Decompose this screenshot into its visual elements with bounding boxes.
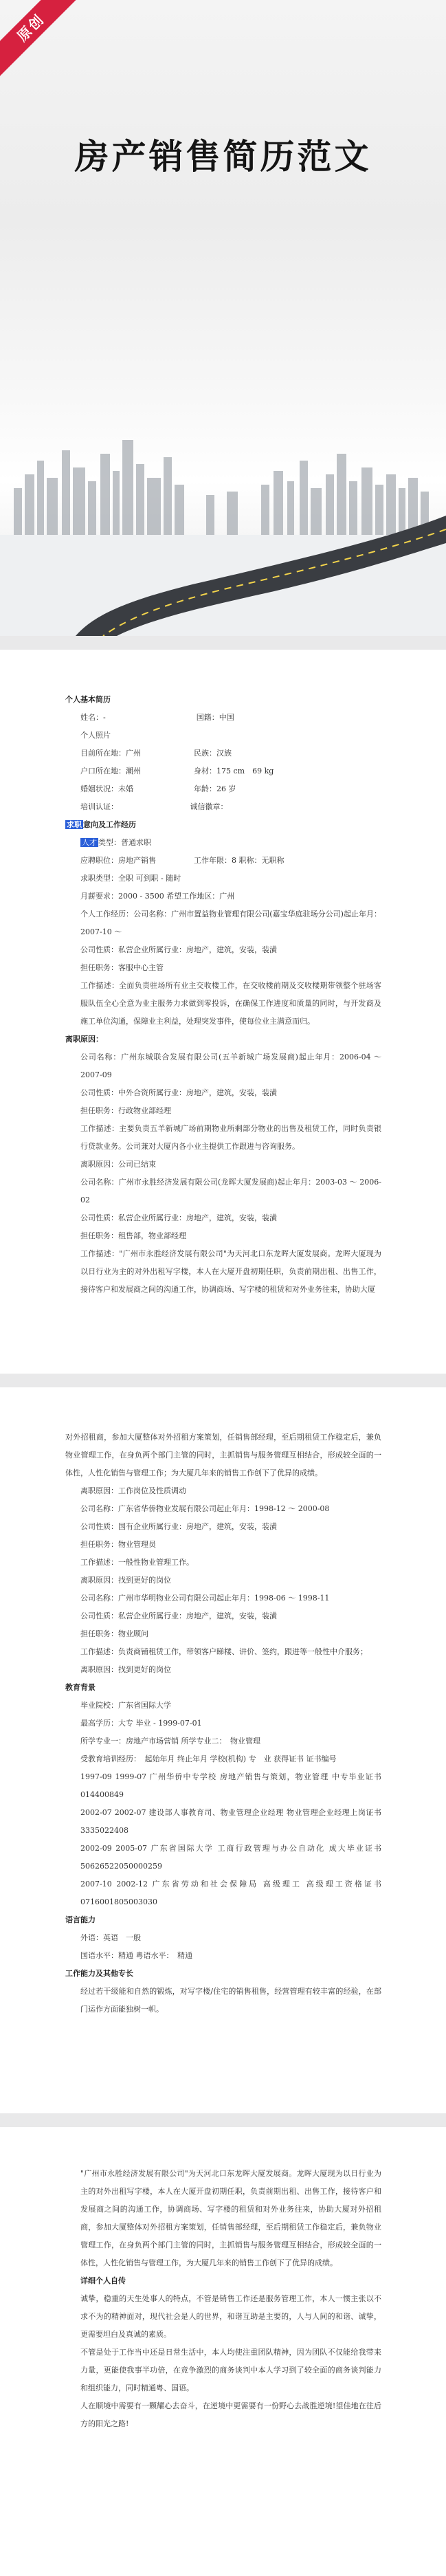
job-type-rest: 类型：普通求职 [98, 838, 151, 847]
exp-row: 公司性质：私营企业所属行业：房地产，建筑，安装，装潢 [80, 945, 277, 954]
basic-row: 姓名：- 国籍：中国 [80, 713, 234, 722]
highlight-text: 求职 [67, 820, 82, 829]
section-heading-language: 语言能力 [65, 1915, 96, 1924]
edu-row: 最高学历：大专 毕业 - 1999-07-01 [80, 1719, 202, 1728]
page2-content [65, 1429, 381, 2018]
exp-company: 公司名称：广州市华明物业公司有限公司起止年月：1998-06 ～ 1998-11 [80, 1594, 330, 1603]
section-heading-education: 教育背景 [65, 1683, 96, 1692]
basic-row: 目前所在地：广州 民族：汉族 [80, 749, 232, 758]
exp-row: 公司性质：国有企业所属行业：房地产，建筑，安装，装潢 [80, 1522, 277, 1531]
section-heading-basic: 个人基本简历 [65, 695, 111, 704]
edu-row: 受教育培训经历： 起始年月 终止年月 学校(机构) 专 业 获得证书 证书编号 [80, 1754, 337, 1763]
exp-row: 工作描述："广州市永胜经济发展有限公司"为天河北口东龙晖大厦发展商。龙晖大厦现为以日行业为主的对外出租写字楼，本人在大厦开盘初期任职，负责前期出租、出售工作，接待客户和发展商之间的沟通工作，协调商场、写字楼的租赁和对外业务往来，协助大厦 [80, 1249, 381, 1294]
page3-content [65, 2165, 381, 2433]
exp-row: 担任职务：租售部，物业部经理 [80, 1231, 186, 1240]
exp-row: 公司性质：私营企业所属行业：房地产，建筑，安装，装潢 [80, 1213, 277, 1222]
exp-row: 公司性质：中外合资所属行业：房地产，建筑，安装，装潢 [80, 1088, 277, 1097]
cover-page [0, 0, 446, 636]
exp-row: 工作描述：主要负责五羊新城广场前期物业所剩部分物业的出售及租赁工作，同时负责银行贷款业务。公司兼对大厦内各小业主提供工作跟进与咨询服务。 [80, 1124, 381, 1151]
exp-row: 担任职务：物业顾问 [80, 1629, 148, 1638]
original-badge: 原创 [0, 0, 81, 78]
job-row: 应聘职位：房地产销售 工作年限：8 职称：无职称 [80, 856, 285, 865]
page1-content [65, 691, 381, 1299]
edu-row: 所学专业一：房地产市场营销 所学专业二： 物业管理 [80, 1737, 260, 1746]
resume-page-2 [0, 1387, 446, 2113]
lang-row: 国语水平：精通 粤语水平： 精通 [80, 1951, 192, 1960]
continued-description: "广州市永胜经济发展有限公司"为天河北口东龙晖大厦发展商。龙晖大厦现为以日行业为主的对外出租写字楼，本人在大厦开盘初期任职，负责前期出租、出售工作，接待客户和发展商之间的沟通工作，协调商场、写字楼的租赁和对外业务往来，协助大厦对外招租商，参加大厦整体对外招租方案策划，任销售部经理，至后期租赁工作稳定后，兼负物业管理工作，在身负两个部门主管的同时，主抓销售与服务管理互相结合，形成较全面的一体性，人性化销售与管理工作，为大厦几年来的销售工作创下了优异的成绩。 [80, 2169, 381, 2267]
exp-row: 担任职务：物业管理员 [80, 1540, 156, 1549]
basic-row: 培训认证： 诚信徽章： [80, 802, 228, 811]
exp-row: 离职原因：找到更好的岗位 [80, 1576, 171, 1585]
basic-row: 婚姻状况：未婚 年龄：26 岁 [80, 784, 236, 793]
lang-row: 外语：英语 一般 [80, 1933, 141, 1942]
job-type-row [65, 834, 381, 852]
leave-reason: 离职原因： [65, 1035, 103, 1044]
resume-page-1 [0, 650, 446, 1374]
exp-company: 公司名称：广州东城联合发展有限公司(五羊新城广场发展商)起止年月：2006-04 ～ 2007-09 [80, 1053, 381, 1079]
section-heading-autobiography: 详细个人自传 [80, 2276, 126, 2285]
resume-page-3 [0, 2127, 446, 2576]
job-row: 求职类型：全职 可到职 - 随时 [80, 874, 181, 883]
city-skyline-illustration [0, 412, 446, 636]
exp-row: 工作描述：全面负责驻场所有业主交收楼工作，在交收楼前期及交收楼期带领整个驻场客服队伍全心全意为业主服务力求做到零投诉，在确保工作进度和质量的同时，与开发商及施工单位沟通，保障业主利益，处理突发事件，使每位业主满意而归。 [80, 981, 381, 1026]
edu-row: 2002-07 2002-07 建设部人事教育司、物业管理企业经理 物业管理企业经理上岗证书 3335022408 [80, 1808, 381, 1835]
section-heading-job [65, 816, 381, 834]
exp-row: 担任职务：行政物业部经理 [80, 1106, 171, 1115]
exp-company: 公司名称：广州市永胜经济发展有限公司(龙晖大厦发展商)起止年月：2003-03 ～ 2006-02 [80, 1178, 381, 1204]
exp-row: 工作描述：一般性物业管理工作。 [80, 1558, 194, 1567]
job-row: 月薪要求：2000 - 3500 希望工作地区：广州 [80, 892, 235, 901]
autobiography-paragraph: 不管是处于工作当中还是日常生活中，本人均使注重团队精神，因为团队不仅能给我带来力量，更能使我事半功倍，在竞争激烈的商务谈判中本人学习到了较全面的商务谈判能力和组织能力，同时精通粤、国语。 [80, 2348, 381, 2392]
basic-row: 户口所在地：潮州 身材：175 cm 69 kg [80, 767, 274, 775]
cover-title: 房产销售简历范文 [74, 137, 372, 177]
exp-row: 公司性质：私营企业所属行业：房地产，建筑，安装，装潢 [80, 1611, 277, 1620]
edu-row: 2002-09 2005-07 广东省国际大学 工商行政管理与办公自动化 成大毕业证书 50626522050000259 [80, 1844, 381, 1871]
job-row: 个人工作经历：公司名称：广州市置益物业管理有限公司(嘉宝华庭驻场分公司)起止年月：2007-10 ～ [80, 910, 381, 936]
leave-reason: 离职原因：工作岗位及性质调动 [80, 1486, 186, 1495]
ability-text: 经过若干级能和自然的锻炼，对写字楼/住宅的销售租售，经营管理有较丰富的经验，在部门运作方面能独树一帜。 [80, 1987, 381, 2014]
edu-row: 2007-10 2002-12 广东省劳动和社会保障局 高级理工 高级理工资格证书 0716001805003030 [80, 1880, 381, 1906]
exp-row: 离职原因：找到更好的岗位 [80, 1665, 171, 1674]
autobiography-paragraph: 诚挚，稳重的天生处事人的特点，不管是销售工作还是服务管理工作，本人一惯主张以不求不为的精神面对，现代社会是人的世界，和谐互助是主要的，人与人间的和谐、诚挚，更需要坦白及真诚的素质。 [80, 2294, 381, 2339]
exp-row: 担任职务：客服中心主管 [80, 963, 164, 972]
leave-reason: 离职原因：公司已结束 [80, 1160, 156, 1169]
exp-company: 公司名称：广东省华侨物业发展有限公司起止年月：1998-12 ～ 2000-08 [80, 1504, 330, 1513]
basic-row: 个人照片 [80, 731, 111, 740]
section-heading-ability: 工作能力及其他专长 [65, 1969, 133, 1978]
continued-description: 对外招租商，参加大厦整体对外招租方案策划，任销售部经理，至后期租赁工作稳定后，兼负物业管理工作，在身负两个部门主管的同时，主抓销售与服务管理互相结合，形成较全面的一体性，人性化销售与管理工作；为大厦几年来的销售工作创下了优异的成绩。 [65, 1433, 381, 1477]
edu-row: 毕业院校：广东省国际大学 [80, 1701, 171, 1710]
exp-row: 工作描述：负责商铺租赁工作，带领客户睇楼、讲价、签约，跟进等一般性中介服务； [80, 1647, 368, 1656]
heading-rest: 意向及工作经历 [83, 820, 136, 829]
highlight-text: 人才 [82, 838, 97, 847]
edu-row: 1997-09 1999-07 广州华侨中专学校 房地产销售与策划，物业管理 中专毕业证书 014400849 [80, 1772, 381, 1799]
autobiography-paragraph: 人在顺境中需要有一颗耀心去奋斗，在逆境中更需要有一份野心去战胜逆境!望佳地在往后方的阳光之路! [80, 2401, 381, 2428]
